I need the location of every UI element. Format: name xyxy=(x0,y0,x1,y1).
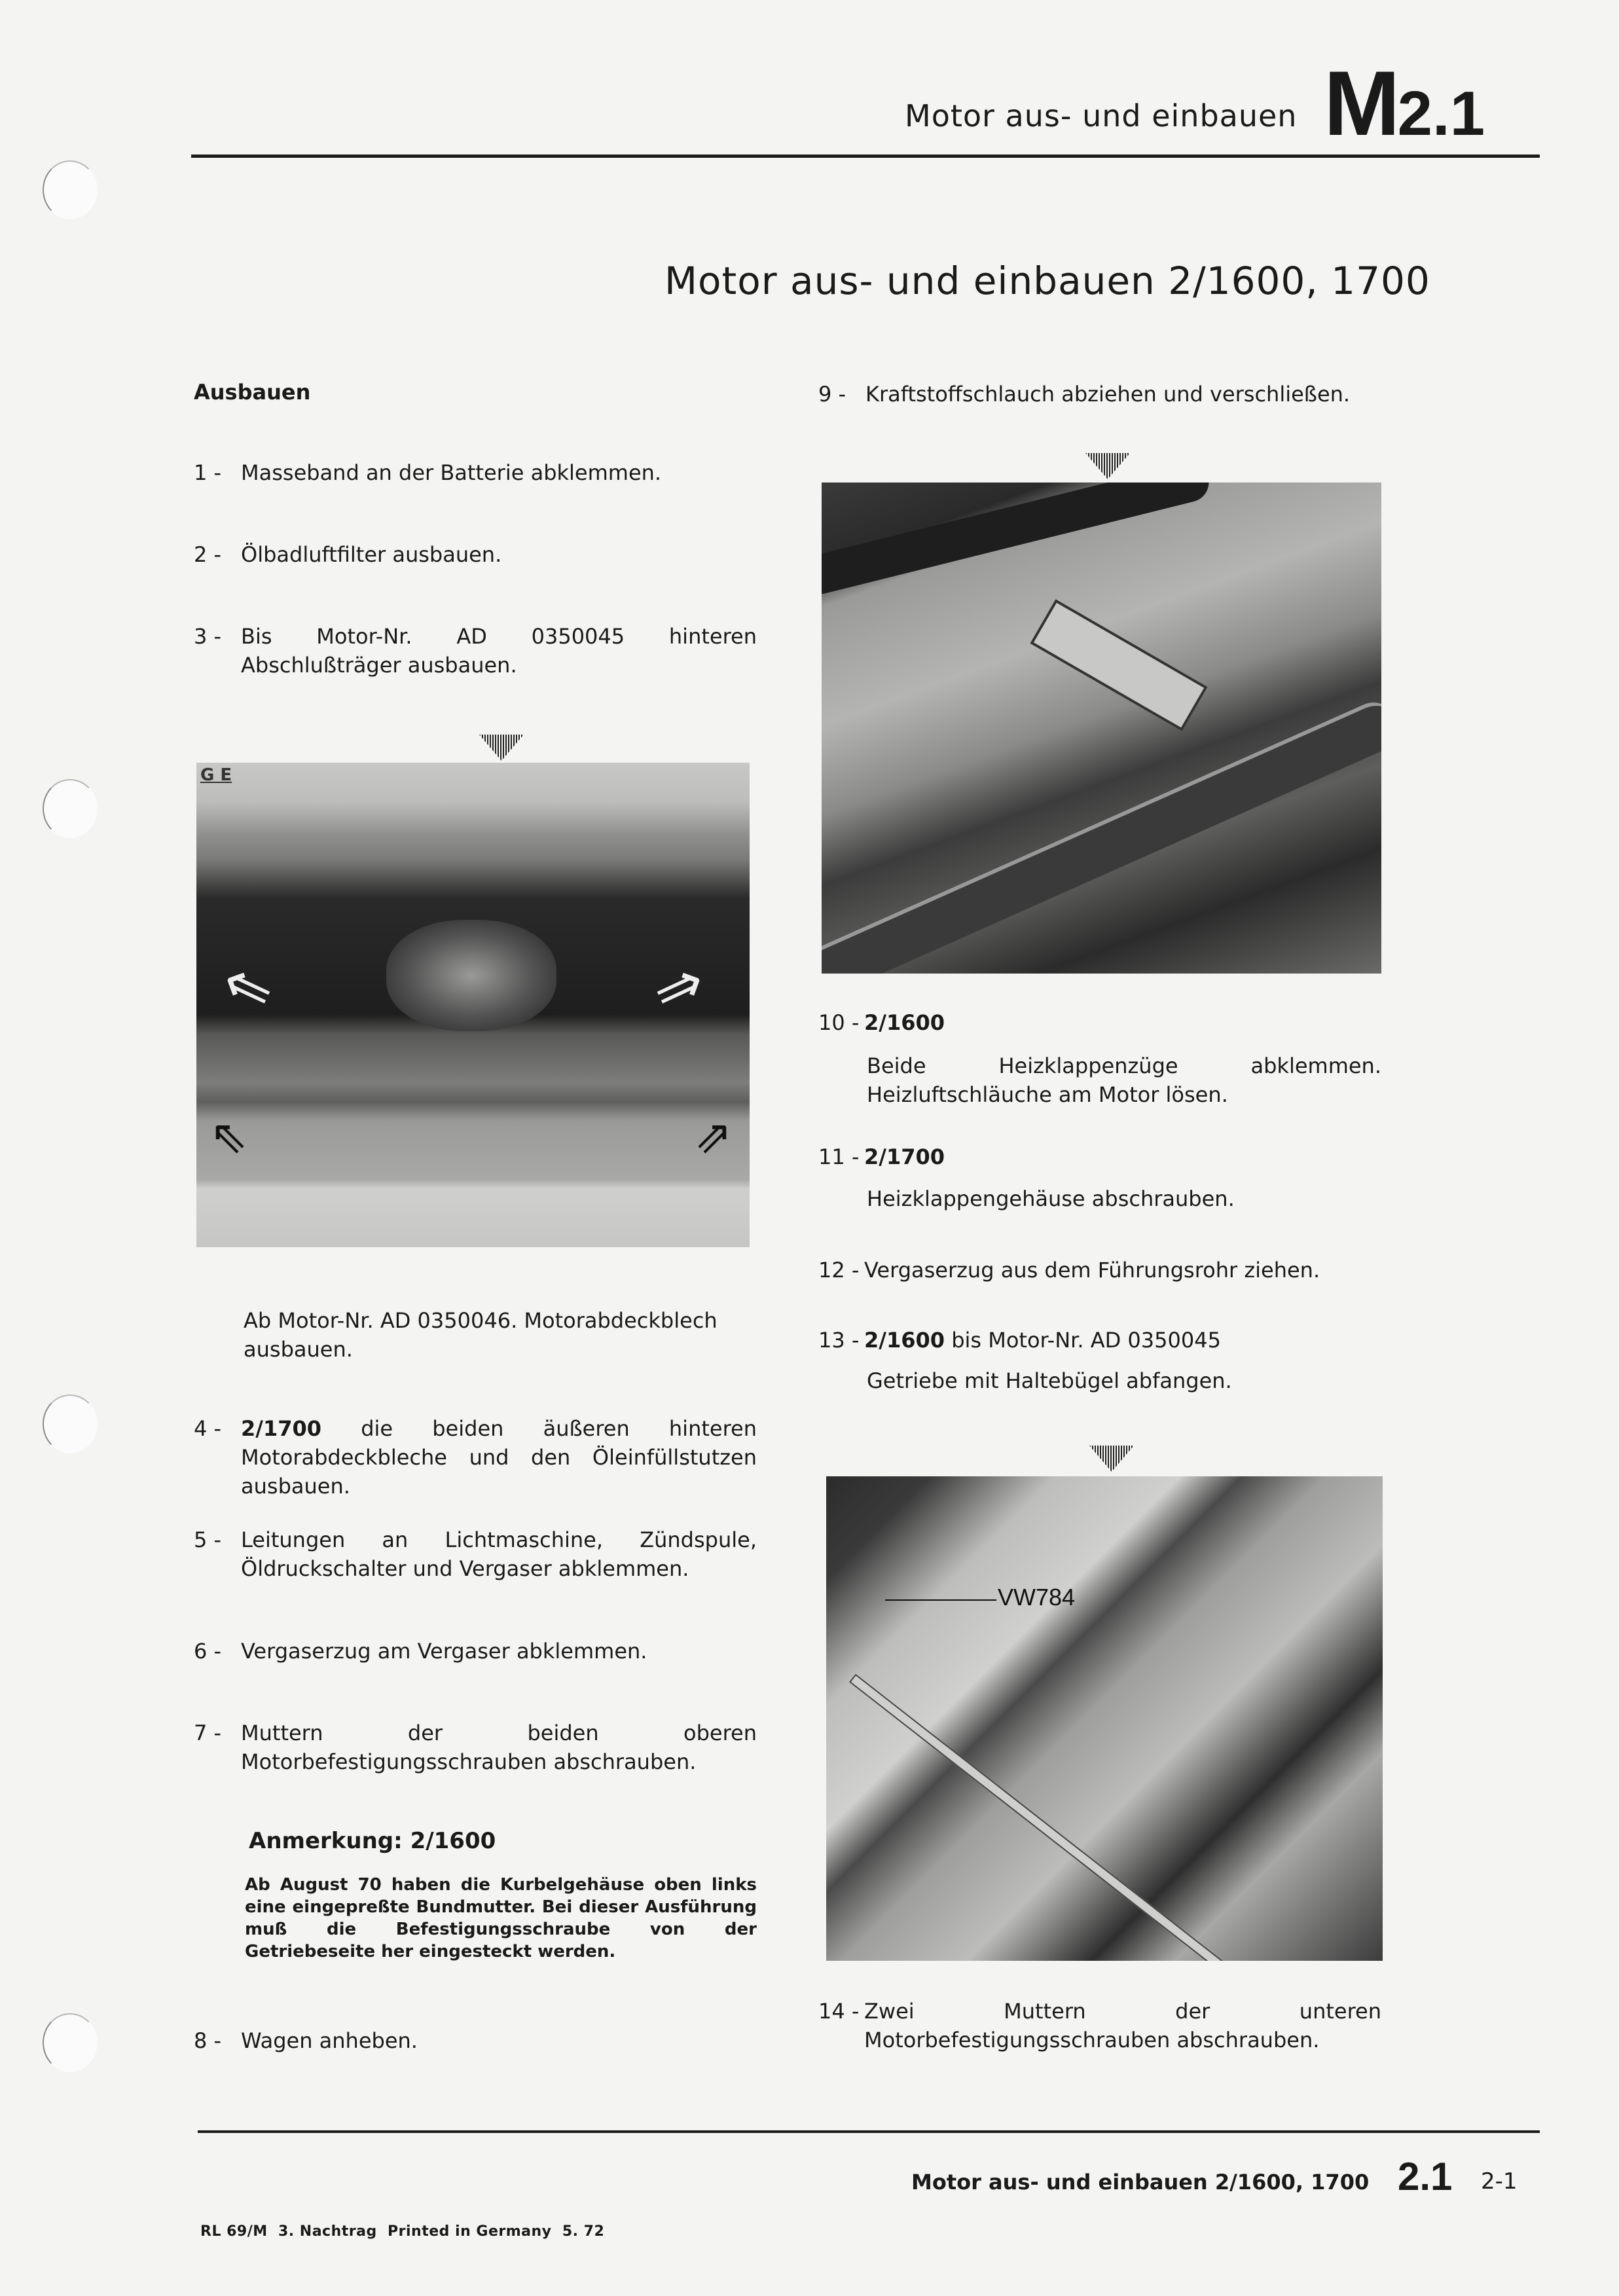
print-info: RL 69/M 3. Nachtrag Printed in Germany 5. 72 xyxy=(200,2223,605,2240)
footer-page-number: 2-1 xyxy=(1481,2168,1518,2195)
tool-label: VW784 xyxy=(998,1584,1076,1611)
section-heading-ausbauen: Ausbauen xyxy=(194,380,311,405)
engine-block xyxy=(386,920,556,1031)
note-body: Ab August 70 haben die Kurbelgehäuse oben links eine eingepreßte Bundmutter. Bei dieser Ausführung muß die Befestigungsschraube von der Getriebeseite her eingesteckt werden. xyxy=(245,1875,757,1961)
photo-transmission-support xyxy=(826,1476,1383,1961)
arrow-marker-icon: ⇖ xyxy=(212,946,283,1028)
model-tag: 2/1700 xyxy=(241,1416,322,1441)
model-tag: 2/1600 xyxy=(864,1328,945,1353)
photo-engine-compartment xyxy=(196,763,750,1247)
hose xyxy=(822,483,1213,598)
section-code-letter: M xyxy=(1324,52,1398,155)
rod xyxy=(849,1674,1383,1961)
photo-corner-label: G E xyxy=(200,765,232,785)
arrow-marker-icon: ⇗ xyxy=(694,1110,733,1163)
header-rule xyxy=(191,155,1540,158)
clamp-tool xyxy=(1030,599,1207,731)
model-tag: 2/1700 xyxy=(864,1144,945,1169)
footer-title: Motor aus- und einbauen 2/1600, 1700 xyxy=(911,2170,1370,2195)
pointer-arrow-icon xyxy=(1089,1446,1134,1472)
pipe xyxy=(822,695,1381,974)
callout-line xyxy=(885,1599,996,1601)
section-code-number: 2.1 xyxy=(1397,79,1485,149)
header-title: Motor aus- und einbauen xyxy=(905,98,1298,134)
footer-section-number: 2.1 xyxy=(1398,2155,1453,2198)
section-code xyxy=(1324,52,1485,155)
pointer-arrow-icon xyxy=(479,735,524,761)
punch-hole xyxy=(43,2013,98,2072)
arrow-marker-icon: ⇖ xyxy=(209,1110,248,1163)
photo-fuel-hose-clamp xyxy=(822,483,1381,974)
arrow-marker-icon: ⇗ xyxy=(644,946,715,1028)
page-title: Motor aus- und einbauen 2/1600, 1700 xyxy=(664,259,1430,303)
punch-hole xyxy=(43,160,98,219)
model-tag: 2/1600 xyxy=(864,1010,945,1035)
punch-hole xyxy=(43,779,98,838)
footer-rule xyxy=(198,2130,1540,2133)
pointer-arrow-icon xyxy=(1085,453,1130,479)
note-title: Anmerkung: 2/1600 xyxy=(249,1828,496,1854)
punch-hole xyxy=(43,1394,98,1453)
